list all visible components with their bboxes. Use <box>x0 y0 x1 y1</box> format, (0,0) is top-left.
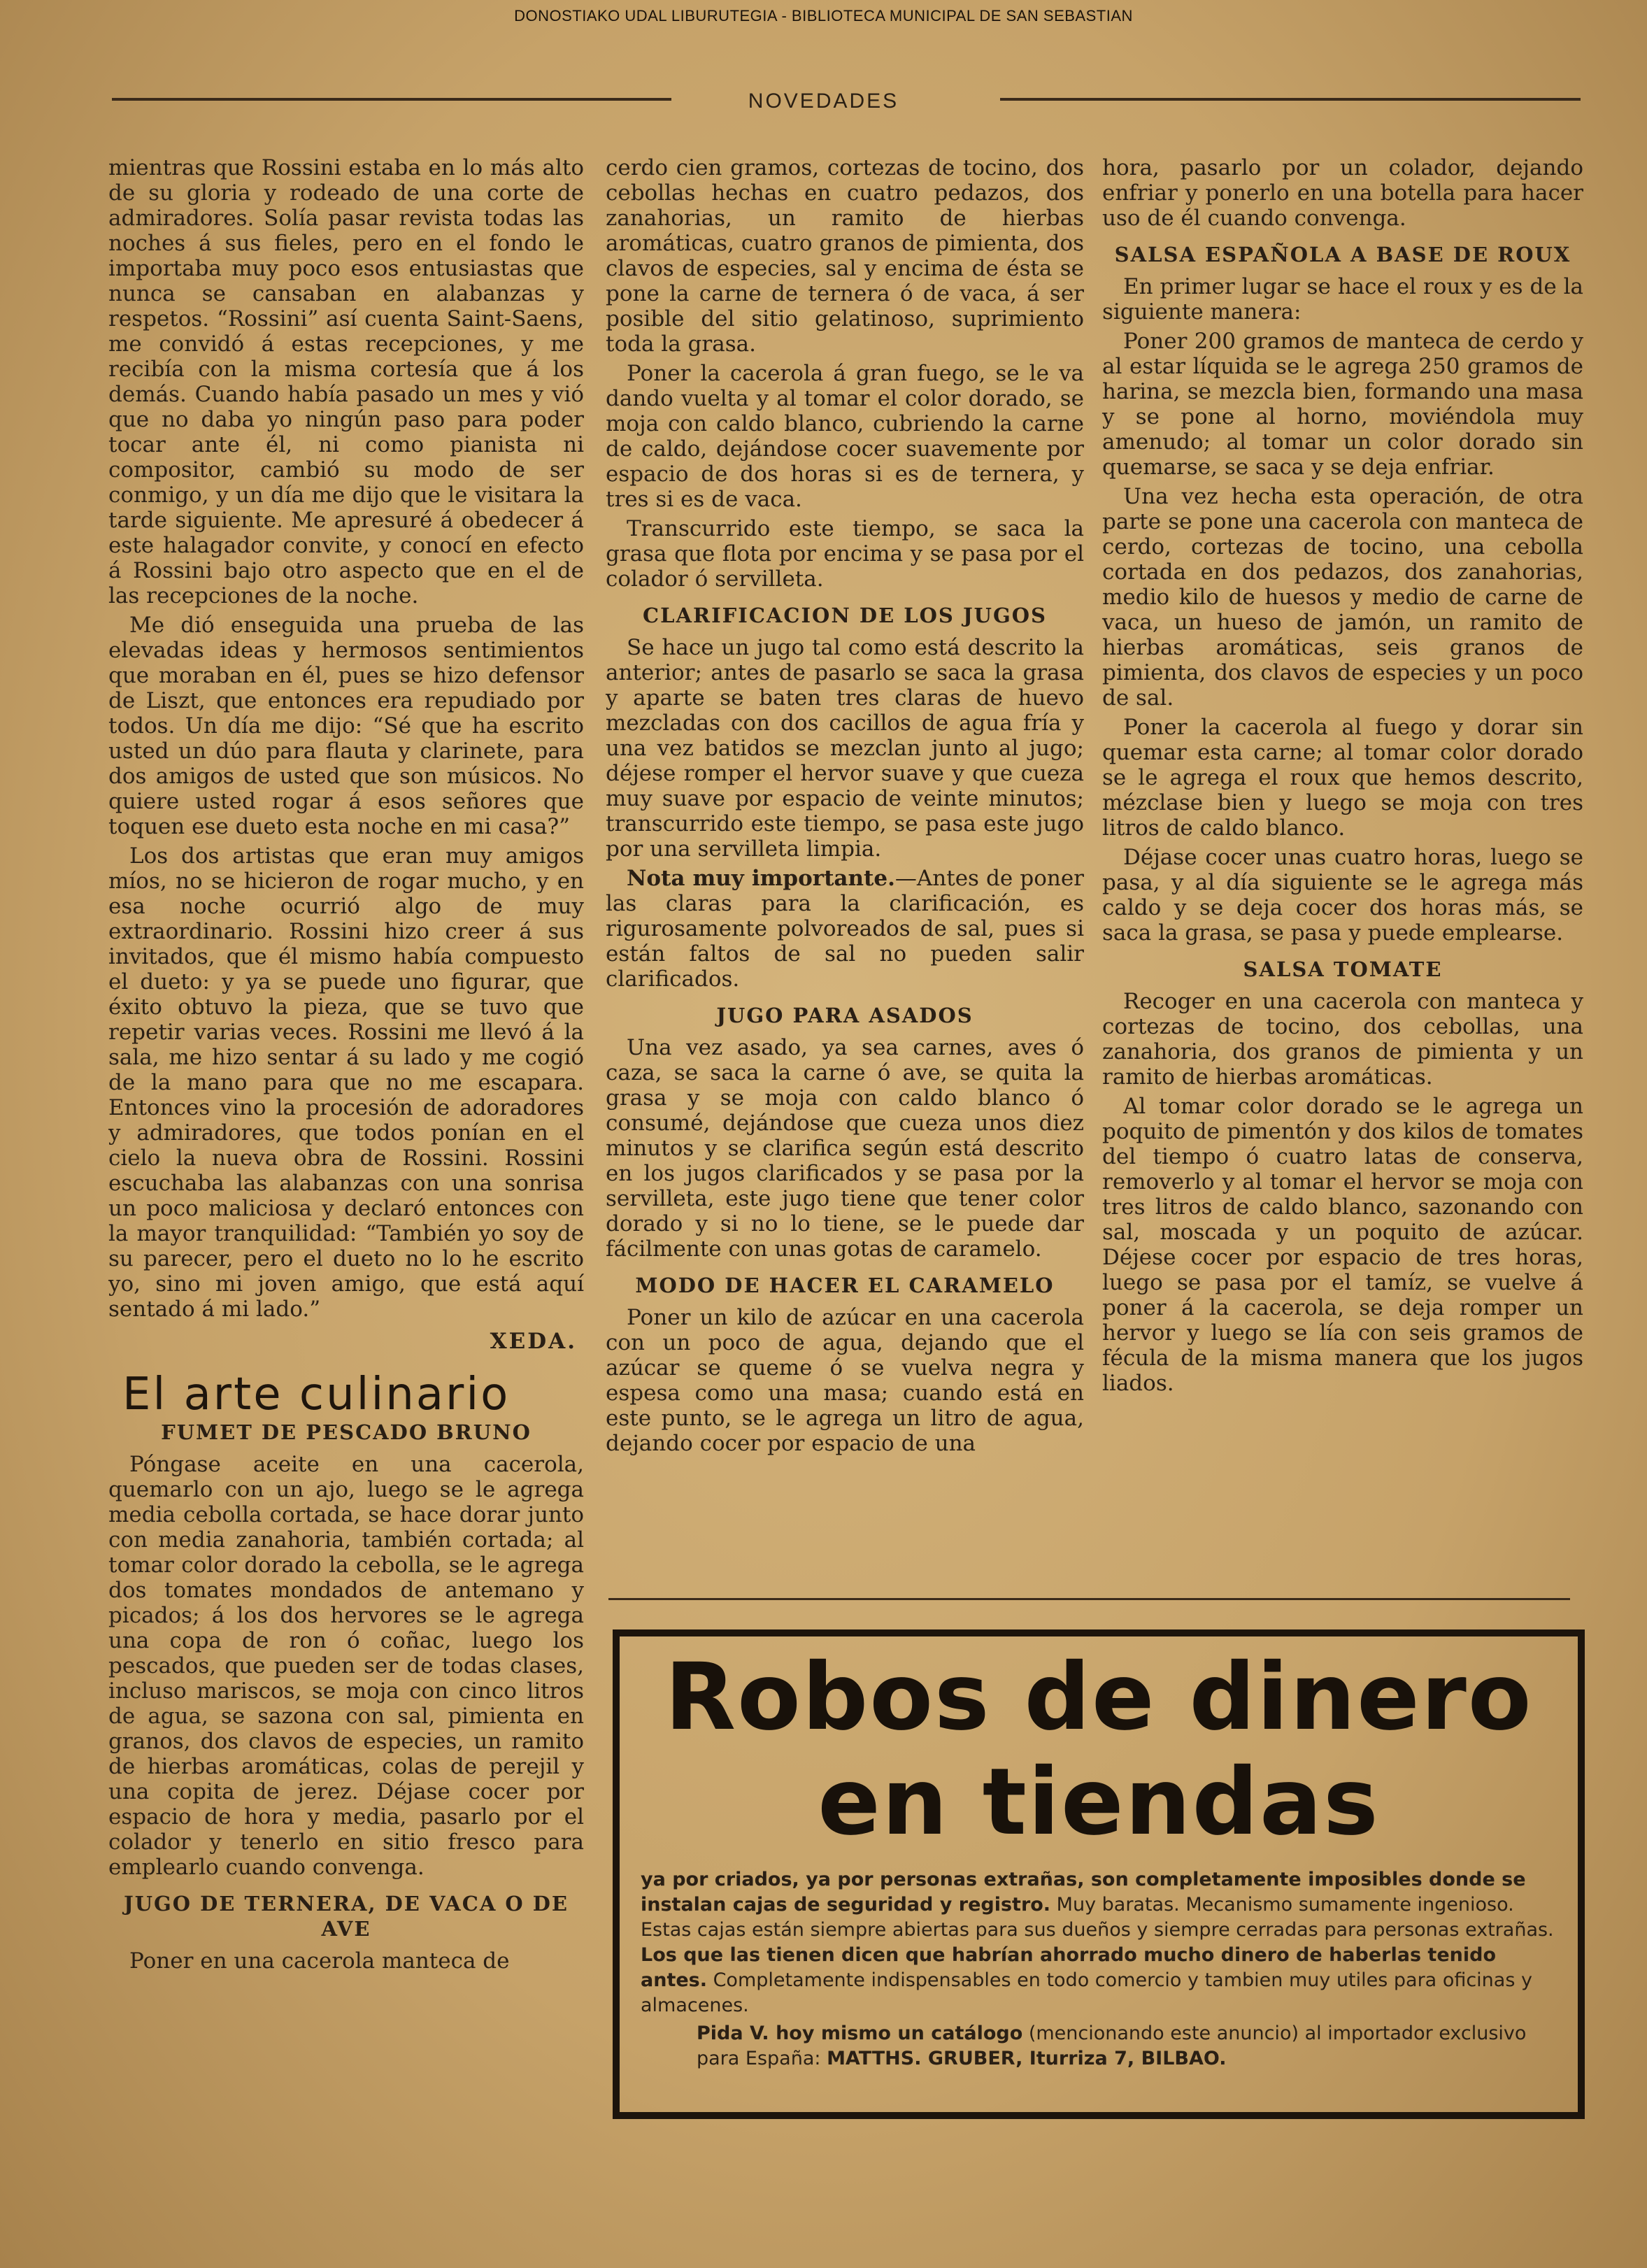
paragraph: Poner un kilo de azúcar en una cacerola con un poco de agua, dejando que el azúcar se queme ó se vuelva negra y espesa como una masa; cuando está en este punto, se le agrega un litro de agua, dejando cocer por espacio de una <box>606 1305 1084 1456</box>
section-divider <box>608 1598 1570 1600</box>
paragraph: mientras que Rossini estaba en lo más alto de su gloria y rodeado de una corte de admiradores. Solía pasar revista todas las noches á sus fieles, pero en el fondo le importaba muy poco esos entusiastas que nunca se cansaban en alabanzas y respetos. “Rossini” así cuenta Saint-Saens, me convidó á estas recepciones, y me recibía con la misma cortesía que á los demás. Cuando había pasado un mes y vió que no daba yo ningún paso para poder tocar ante él, ni como pianista ni compositor, cambió su modo de ser conmigo, y un día me dijo que le visitara la tarde siguiente. Me apresuré á obedecer á este halagador convite, y conocí en efecto á Rossini bajo otro aspecto que en el de las recepciones de la noche. <box>108 155 584 608</box>
paragraph: Los dos artistas que eran muy amigos míos, no se hicieron de rogar mucho, y en esa noche ocurrió algo de muy extraordinario. Rossini hizo creer á sus invitados, que él mismo había compuesto el dueto: y ya se puede uno figurar, que éxito obtuvo la pieza, que se tuvo que repetir varias veces. Rossini me llevó á la sala, me hizo sentar á su lado y me cogió de la mano para que no me escapara. Entonces vino la procesión de adoradores y admiradores, que todos ponían en el cielo la nueva obra de Rossini. Rossini escuchaba las alabanzas con una sonrisa un poco maliciosa y declaró entonces con la mayor tranquilidad: “También yo soy de su parecer, pero el dueto no lo he escrito yo, sino mi joven amigo, que está aquí sentado á mi lado.” <box>108 843 584 1322</box>
ad-footer <box>641 2021 1557 2071</box>
paragraph: Poner la cacerola al fuego y dorar sin quemar esta carne; al tomar color dorado se le agrega el roux que hemos descrito, mézclase bien y luego se moja con tres litros de caldo blanco. <box>1102 715 1583 841</box>
recipe-heading: CLARIFICACION DE LOS JUGOS <box>643 604 1047 627</box>
recipe-heading: SALSA TOMATE <box>1243 957 1443 981</box>
ad-text: Muy baratas. Mecanismo sumamente ingenioso. Estas cajas están siempre abiertas para sus dueños y siempre cerradas para personas extrañas. <box>641 1894 1554 1941</box>
paragraph <box>606 866 1084 992</box>
header-rule-right <box>1000 98 1581 101</box>
ad-bold-text: ya por criados, ya por personas extrañas, son completamente imposibles donde se instalan cajas de seguridad y registro. <box>641 1869 1526 1916</box>
ad-text: Completamente indispensables en todo comercio y tambien muy utiles para oficinas y almacenes. <box>641 1969 1532 2016</box>
paragraph: Poner en una cacerola manteca de <box>129 1948 510 1974</box>
ad-text: (mencionando este anuncio) al importador exclusivo para España: <box>697 2023 1527 2069</box>
ad-bold-text: Pida V. hoy mismo un catálogo <box>697 2023 1023 2044</box>
library-watermark: DONOSTIAKO UDAL LIBURUTEGIA - BIBLIOTECA MUNICIPAL DE SAN SEBASTIAN <box>514 7 1133 24</box>
page-header: NOVEDADES <box>748 90 899 113</box>
paragraph: En primer lugar se hace el roux y es de la siguiente manera: <box>1102 274 1583 324</box>
paragraph: Transcurrido este tiempo, se saca la grasa que flota por encima y se pasa por el colador ó servilleta. <box>606 516 1084 592</box>
note-text: —Antes de poner las claras para la clarificación, es rigurosamente polvoreados de sal, pues si están faltos de sal no pueden salir clarificados. <box>606 866 1084 992</box>
paragraph: Una vez hecha esta operación, de otra parte se pone una cacerola con manteca de cerdo, cortezas de tocino, una cebolla cortada en dos pedazos, dos zanahorias, medio kilo de huesos y medio de carne de vaca, un hueso de jamón, un ramito de hierbas aromáticas, seis granos de pimienta, dos clavos de especies y un poco de sal. <box>1102 484 1583 711</box>
paragraph: cerdo cien gramos, cortezas de tocino, dos cebollas hechas en cuatro pedazos, dos zanahorias, un ramito de hierbas aromáticas, cuatro granos de pimienta, dos clavos de especies, sal y encima de ésta se pone la carne de ternera ó de vaca, á ser posible del sitio gelatinoso, suprimiento toda la grasa. <box>606 155 1084 357</box>
column-1 <box>108 155 584 1978</box>
paragraph: Recoger en una cacerola con manteca y cortezas de tocino, dos cebollas, una zanahoria, dos granos de pimienta y un ramito de hierbas aromáticas. <box>1102 989 1583 1090</box>
paragraph: Póngase aceite en una cacerola, quemarlo con un ajo, luego se le agrega media cebolla cortada, se hace dorar junto con media zanahoria, también cortada; al tomar color dorado la cebolla, se le agrega dos tomates mondados de antemano y picados; á los dos hervores se le agrega una copa de ron ó coñac, luego los pescados, que pueden ser de todas clases, incluso mariscos, se moja con cinco litros de agua, se sazona con sal, pimienta en granos, dos clavos de especies, un ramito de hierbas aromáticas, colas de perejil y una copita de jerez. Déjase cocer por espacio de hora y media, pasarlo por el colador y tenerlo en sitio fresco para emplearlo cuando convenga. <box>108 1452 584 1880</box>
paragraph: Una vez asado, ya sea carnes, aves ó caza, se saca la carne ó ave, se quita la grasa y se moja con caldo blanco ó consumé, dejándose que cueza unos diez minutos y se clarifica según está descrito en los jugos clarificados y se pasa por la servilleta, este jugo tiene que tener color dorado y si no lo tiene, se le puede dar fácilmente con unas gotas de caramelo. <box>606 1035 1084 1262</box>
ad-body <box>641 1867 1557 2018</box>
recipe-heading: JUGO DE TERNERA, DE VACA O DE AVE <box>123 1892 569 1941</box>
paragraph: Déjase cocer unas cuatro horas, luego se pasa, y al día siguiente se le agrega más caldo y se deja cocer dos horas más, se saca la grasa, se pasa y puede emplearse. <box>1102 845 1583 946</box>
paragraph: Al tomar color dorado se le agrega un poquito de pimentón y dos kilos de tomates del tiempo ó cuatro latas de conserva, removerlo y al tomar el hervor se moja con tres litros de caldo blanco, sazonando con sal, moscada y un poquito de azúcar. Déjese cocer por espacio de tres horas, luego se pasa por el tamíz, se vuelve á poner á la cacerola, se deja romper un hervor y luego se lía con seis gramos de fécula de la misma manera que los jugos liados. <box>1102 1094 1583 1396</box>
column-3 <box>1102 155 1583 1400</box>
paragraph: Se hace un jugo tal como está descrito la anterior; antes de pasarlo se saca la grasa y aparte se baten tres claras de huevo mezcladas con dos cacillos de agua fría y una vez batidos se mezclan junto al jugo; déjese romper el hervor suave y que cueza muy suave por espacio de veinte minutos; transcurrido este tiempo, se pasa este jugo por una servilleta limpia. <box>606 635 1084 862</box>
recipe-heading: FUMET DE PESCADO BRUNO <box>161 1420 532 1444</box>
recipe-heading: MODO DE HACER EL CARAMELO <box>635 1274 1055 1297</box>
paragraph: Me dió enseguida una prueba de las elevadas ideas y hermosos sentimientos que moraban en él, pues se hizo defensor de Liszt, que entonces era repudiado por todos. Un día me dijo: “Sé que ha escrito usted un dúo para flauta y clarinete, para dos amigos de usted que son músicos. No quiere usted rogar á esos señores que toquen ese dueto esta noche en mi casa?” <box>108 613 584 839</box>
section-title: El arte culinario <box>122 1369 511 1420</box>
signature: XEDA. <box>490 1329 577 1354</box>
paragraph: Poner la cacerola á gran fuego, se le va dando vuelta y al tomar el color dorado, se moja con caldo blanco, cubriendo la carne de caldo, dejándose cocer suavemente por espacio de dos horas si es de ternera, y tres si es de vaca. <box>606 361 1084 512</box>
ad-bold-text: Los que las tienen dicen que habrían ahorrado mucho dinero de haberlas tenido antes. <box>641 1944 1497 1991</box>
note-label: Nota muy importante. <box>627 866 895 891</box>
paragraph: Poner 200 gramos de manteca de cerdo y al estar líquida se le agrega 250 gramos de harina, se mezcla bien, formando una masa y se pone al horno, moviéndola muy amenudo; al tomar un color dorado sin quemarse, se saca y se deja enfriar. <box>1102 329 1583 480</box>
ad-title-line-2: en tiendas <box>818 1748 1380 1856</box>
ad-importer: MATTHS. GRUBER, Iturriza 7, BILBAO. <box>827 2048 1227 2069</box>
recipe-heading: SALSA ESPAÑOLA A BASE DE ROUX <box>1114 243 1571 266</box>
recipe-heading: JUGO PARA ASADOS <box>716 1004 974 1027</box>
column-2 <box>606 155 1084 1460</box>
paragraph: hora, pasarlo por un colador, dejando enfriar y ponerlo en una botella para hacer uso de él cuando convenga. <box>1102 155 1583 231</box>
advertisement <box>613 1629 1585 2119</box>
ad-title-line-1: Robos de dinero <box>664 1643 1533 1751</box>
